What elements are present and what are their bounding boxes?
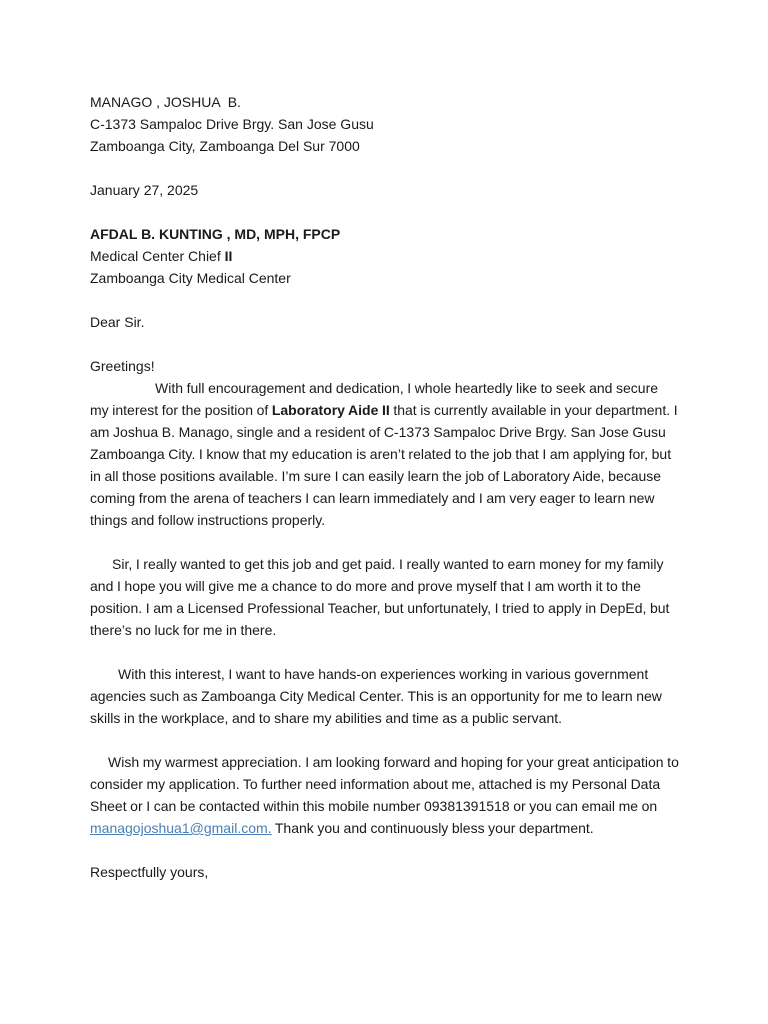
p4-text-b: Thank you and continuously bless your department. xyxy=(271,820,594,836)
recipient-title-suffix: II xyxy=(224,248,233,264)
recipient-name: AFDAL B. KUNTING , MD, MPH, FPCP xyxy=(90,226,341,242)
recipient-organization: Zamboanga City Medical Center xyxy=(90,270,291,286)
p2-text: Sir, I really wanted to get this job and get paid. I really wanted to earn money for my family and I hope you will give me a chance to do more and prove myself that I am worth it to the position. I am a Licensed Professional Teacher, but unfortunately, I tried to apply in DepEd, but there’s no luck for me in there. xyxy=(90,556,670,638)
body-paragraph-1 xyxy=(90,377,680,531)
letter-date: January 27, 2025 xyxy=(90,182,199,198)
p1-text-b: that is currently available in your department. I am Joshua B. Manago, single and a resident of C-1373 Sampaloc Drive Brgy. San Jose Gusu Zamboanga City. I know that my education is aren’t related to the job that I am applying for, but in all those positions available. I’m sure I can easily learn the job of Laboratory Aide, because coming from the arena of teachers I can learn immediately and I am very eager to learn new things and follow instructions properly. xyxy=(90,402,678,528)
salutation: Dear Sir. xyxy=(90,314,145,330)
recipient-title-prefix: Medical Center Chief xyxy=(90,248,225,264)
p4-text-a: Wish my warmest appreciation. I am looking forward and hoping for your great anticipation to consider my application. To further need information about me, attached is my Personal Data Sheet or I can be contacted within this mobile number 09381391518 or you can email me on xyxy=(90,754,679,814)
greeting: Greetings! xyxy=(90,358,155,374)
sender-address-line2: Zamboanga City, Zamboanga Del Sur 7000 xyxy=(90,138,360,154)
p1-text-a: With full encouragement and dedication, I whole heartedly like to seek and secure my interest for the position of xyxy=(90,380,659,418)
p3-text: With this interest, I want to have hands-on experiences working in various government agencies such as Zamboanga City Medical Center. This is an opportunity for me to learn new skills in the workplace, and to share my abilities and time as a public servant. xyxy=(90,666,662,726)
body-paragraph-4 xyxy=(90,751,680,839)
body-paragraph-2 xyxy=(90,553,680,641)
sender-address-line1: C-1373 Sampaloc Drive Brgy. San Jose Gusu xyxy=(90,116,374,132)
body-paragraph-3 xyxy=(90,663,680,729)
closing: Respectfully yours, xyxy=(90,864,209,880)
recipient-title xyxy=(90,245,768,267)
email-link[interactable]: managojoshua1@gmail.com. xyxy=(90,820,272,836)
position-title: Laboratory Aide II xyxy=(271,402,390,418)
sender-name: MANAGO , JOSHUA B. xyxy=(90,94,241,110)
